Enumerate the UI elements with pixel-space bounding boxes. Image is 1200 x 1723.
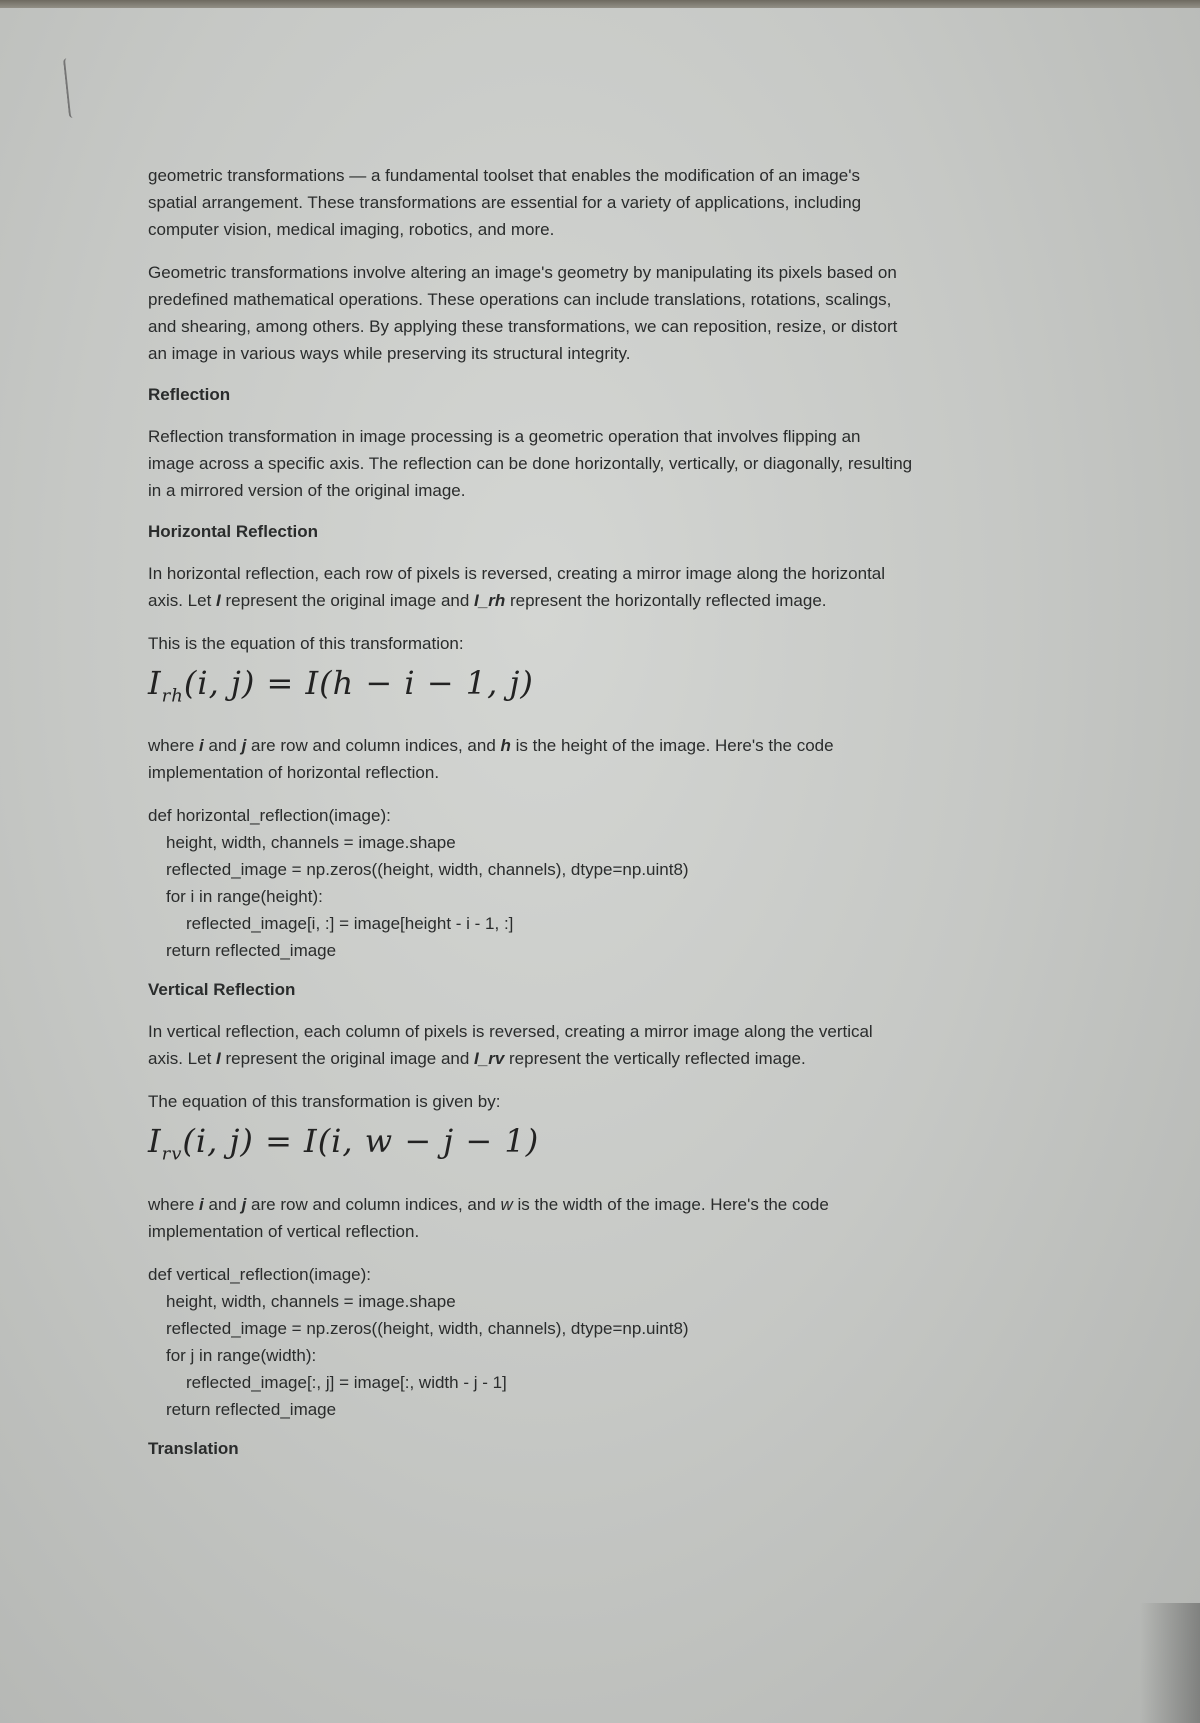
where-text: and	[203, 1194, 242, 1214]
code-line: for j in range(width):	[166, 1345, 317, 1365]
vertical-body-text: represent the vertically reflected image.	[504, 1049, 806, 1069]
where-text: where	[148, 736, 200, 756]
reflection-heading: Reflection	[148, 385, 231, 404]
equation-lhs: I	[148, 664, 162, 702]
horizontal-equation-intro: This is the equation of this transformation:	[148, 634, 464, 653]
var-i: i	[199, 1194, 204, 1214]
horizontal-reflection-heading: Horizontal Reflection	[148, 522, 319, 541]
code-line: height, width, channels = image.shape	[166, 833, 456, 853]
horizontal-body-text: axis. Let	[148, 591, 217, 610]
horizontal-reflection-paragraph	[148, 560, 1048, 614]
equation-subscript: rv	[161, 1143, 183, 1165]
translation-heading: Translation	[148, 1438, 239, 1458]
where-text: and	[203, 736, 242, 756]
code-line: def vertical_reflection(image):	[148, 1264, 371, 1284]
code-line: def horizontal_reflection(image):	[148, 806, 391, 826]
horizontal-equation	[148, 661, 1048, 718]
code-line: reflected_image[i, :] = image[height - i - 1, :]	[186, 914, 514, 934]
vertical-body-text: represent the original image and	[220, 1049, 475, 1069]
horizontal-body-text: represent the horizontally reflected image.	[505, 591, 827, 610]
horizontal-where-paragraph	[148, 732, 1048, 786]
horizontal-code-block	[148, 802, 1048, 964]
var-j: j	[241, 1194, 247, 1214]
vertical-code-block	[148, 1261, 1048, 1423]
vertical-equation-intro: The equation of this transformation is given by:	[148, 1092, 501, 1112]
reflection-paragraph: Reflection transformation in image processing is a geometric operation that involves flipping an image across a specific axis. The reflection can be done horizontally, vertically, or diagonally, resulting in a mirrored version of the original image.	[148, 427, 913, 500]
code-line: reflected_image[:, j] = image[:, width - j - 1]	[186, 1372, 507, 1392]
var-w: w	[500, 1194, 513, 1214]
where-text: where	[148, 1194, 200, 1214]
var-I: I	[216, 591, 221, 610]
vertical-body-line1: In vertical reflection, each column of pixels is reversed, creating a mirror image along the vertical	[148, 1022, 873, 1042]
var-I: I	[216, 1049, 221, 1069]
code-line: reflected_image = np.zeros((height, width, channels), dtype=np.uint8)	[166, 1318, 689, 1338]
vertical-body-text: axis. Let	[148, 1049, 217, 1069]
vertical-reflection-heading: Vertical Reflection	[148, 980, 296, 1000]
equation-rhs: (i, j) = I(i, w − j − 1)	[182, 1122, 540, 1161]
code-line: reflected_image = np.zeros((height, width, channels), dtype=np.uint8)	[166, 860, 689, 880]
geometric-paragraph: Geometric transformations involve altering an image's geometry by manipulating its pixels based on predefined mathematical operations. These operations can include translations, rotations, scalings, and shearing, among others. By applying these transformations, we can reposition, resize, or distort an image in various ways while preserving its structural integrity.	[148, 263, 898, 363]
equation-lhs: I	[148, 1122, 162, 1161]
intro-paragraph: geometric transformations — a fundamental toolset that enables the modification of an image's spatial arrangement. These transformations are essential for a variety of applications, including computer vision, medical imaging, robotics, and more.	[148, 166, 862, 239]
code-line: return reflected_image	[166, 1399, 337, 1419]
code-line: return reflected_image	[166, 941, 337, 961]
var-j: j	[241, 736, 247, 756]
var-h: h	[500, 736, 511, 756]
horizontal-body-line1: In horizontal reflection, each row of pixels is reversed, creating a mirror image along the horizontal	[148, 564, 886, 583]
corner-shadow	[1140, 1603, 1200, 1723]
where-text: implementation of horizontal reflection.	[148, 763, 440, 783]
code-line: height, width, channels = image.shape	[166, 1291, 456, 1311]
vertical-equation	[148, 1119, 1048, 1176]
where-text: are row and column indices, and	[246, 736, 501, 756]
equation-subscript: rh	[161, 685, 184, 707]
var-I-rh: I_rh	[474, 591, 506, 610]
code-line: for i in range(height):	[166, 887, 323, 907]
var-i: i	[199, 736, 204, 756]
where-text: is the width of the image. Here's the code	[512, 1194, 829, 1214]
where-text: implementation of vertical reflection.	[148, 1221, 420, 1241]
var-I-rv: I_rv	[474, 1049, 505, 1069]
horizontal-body-text: represent the original image and	[220, 591, 475, 610]
where-text: is the height of the image. Here's the code	[510, 736, 834, 756]
vertical-where-paragraph	[148, 1191, 1048, 1245]
where-text: are row and column indices, and	[246, 1194, 501, 1214]
equation-rhs: (i, j) = I(h − i − 1, j)	[183, 664, 534, 702]
vertical-reflection-paragraph	[148, 1018, 1048, 1072]
document-body	[148, 162, 1048, 1477]
